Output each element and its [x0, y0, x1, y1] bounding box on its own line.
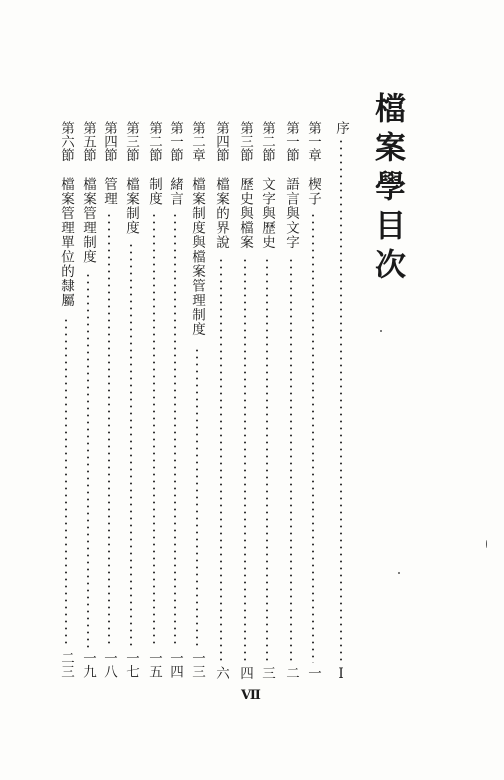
- dot-leader: [87, 272, 89, 648]
- toc-entry-label: 第六節: [58, 121, 74, 162]
- toc-entry-page: 一五: [146, 651, 162, 678]
- dot-leader: [340, 138, 342, 663]
- toc-entry[interactable]: [186, 121, 208, 681]
- toc-entry[interactable]: [143, 121, 165, 681]
- toc-entry-title: 楔子: [305, 177, 321, 206]
- toc-entry-title: 文字與歷史: [259, 177, 275, 250]
- toc-entry-page: 二: [283, 666, 299, 680]
- toc-entry-label: 第二章: [189, 121, 205, 162]
- toc-entry-label: 第四節: [213, 121, 229, 162]
- paper-speck: [486, 540, 487, 548]
- toc-entry-title: 檔案管理單位的隸屬: [58, 177, 74, 308]
- toc-entry[interactable]: [210, 121, 232, 681]
- toc-entry[interactable]: [256, 121, 278, 681]
- page-title: 檔案學目次: [369, 92, 405, 287]
- toc-entry-label: 第一章: [305, 121, 321, 162]
- toc-entry-page: 六: [213, 666, 229, 680]
- toc-entry-label: 第一節: [283, 121, 299, 162]
- toc-entry[interactable]: [120, 121, 142, 681]
- toc-entry-title: 檔案的界說: [213, 177, 229, 250]
- toc-entry-title: 檔案制度: [123, 177, 139, 235]
- toc-entry-title: 緒言: [167, 177, 183, 206]
- toc-entry[interactable]: [280, 121, 302, 681]
- toc-entry-page: 一三: [189, 651, 205, 678]
- dot-leader: [108, 212, 110, 648]
- toc-entry[interactable]: [302, 121, 324, 681]
- dot-leader: [312, 212, 314, 663]
- toc-entry-page: 二三: [58, 651, 74, 678]
- toc-entry-page: 一七: [123, 651, 139, 678]
- toc-entry[interactable]: [77, 121, 99, 681]
- toc-entry-label: 序: [333, 121, 349, 135]
- paper-speck: [380, 330, 382, 332]
- toc-entry-page: 四: [237, 666, 253, 680]
- toc-entry-label: 第二節: [146, 121, 162, 162]
- toc-entry-page: 一四: [167, 651, 183, 678]
- dot-leader: [290, 257, 292, 663]
- page-folio: Ⅶ: [241, 688, 261, 703]
- toc-entry-title: 歷史與檔案: [237, 177, 253, 250]
- toc-entry-page: 一八: [101, 651, 117, 678]
- toc-entry[interactable]: [164, 121, 186, 681]
- toc-entry-label: 第五節: [80, 121, 96, 162]
- toc-entry-page: 一九: [80, 651, 96, 678]
- dot-leader: [220, 257, 222, 663]
- dot-leader: [174, 212, 176, 648]
- toc-entry-title: 管理: [101, 177, 117, 206]
- toc-entry[interactable]: [98, 121, 120, 681]
- dot-leader: [130, 242, 132, 648]
- dot-leader: [266, 257, 268, 663]
- toc-entry-title: 語言與文字: [283, 177, 299, 250]
- dot-leader: [153, 212, 155, 648]
- toc-entry[interactable]: [330, 121, 352, 681]
- toc-entry-page: 一: [305, 666, 321, 680]
- paper-speck: [398, 572, 400, 574]
- toc-entry-label: 第四節: [101, 121, 117, 162]
- toc-entry-title: 檔案制度與檔案管理制度: [189, 177, 205, 337]
- toc-entry[interactable]: [55, 121, 77, 681]
- toc-entry-label: 第三節: [237, 121, 253, 162]
- toc-entry-title: 制度: [146, 177, 162, 206]
- dot-leader: [196, 347, 198, 648]
- dot-leader: [65, 317, 67, 648]
- toc-entry-label: 第二節: [259, 121, 275, 162]
- toc-entry-label: 第三節: [123, 121, 139, 162]
- toc-entry[interactable]: [234, 121, 256, 681]
- toc-entry-title: 檔案管理制度: [80, 177, 96, 264]
- toc-entry-page: Ⅰ: [333, 666, 349, 682]
- toc-entry-page: 三: [259, 666, 275, 680]
- dot-leader: [244, 257, 246, 663]
- toc-entry-label: 第一節: [167, 121, 183, 162]
